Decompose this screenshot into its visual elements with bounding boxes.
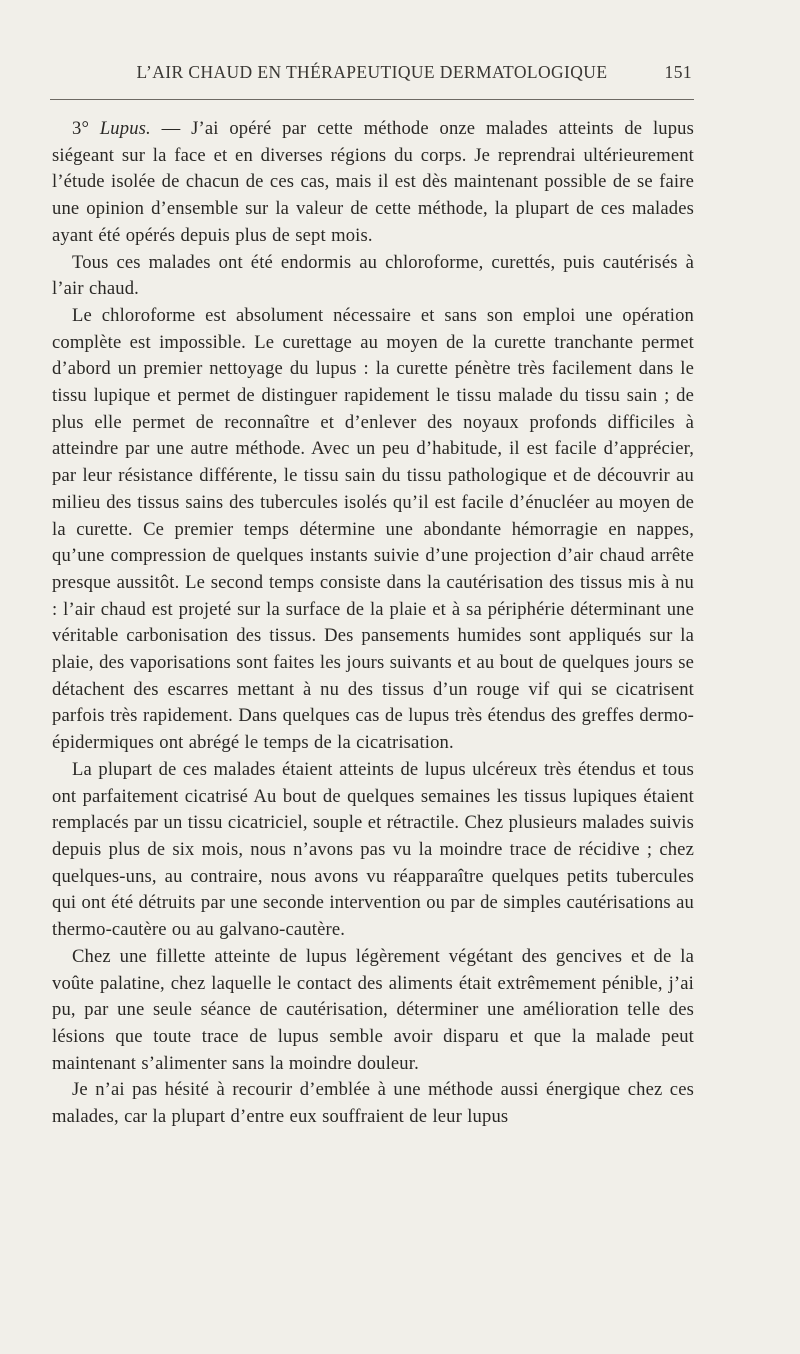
paragraph: Chez une fillette atteinte de lupus légèrement végétant des gencives et de la voûte palatine, chez laquelle le contact des aliments était extrêmement pénible, j’ai pu, par une seule séance de cautérisation, déterminer une amélioration telle des lésions que toute trace de lupus semble avoir disparu et que la malade peut maintenant s’alimenter sans la moindre douleur. (52, 945, 694, 1074)
header-rule (50, 99, 694, 100)
section-title: Lupus. (99, 118, 151, 139)
section-dash: — (161, 118, 181, 139)
page-number: 151 (664, 62, 692, 82)
paragraph-text: J’ai opéré par cette méthode onze malades atteints de lupus siégeant sur la face et en diverses régions du corps. Je reprendrai ultérieurement l’étude isolée de chacun de ces cas, mais il est dès maintenant possible de se faire une opinion d’ensemble sur la valeur de cette méthode, la plupart de ces malades ayant été opérés depuis plus de sept mois. (52, 118, 694, 246)
paragraph: Je n’ai pas hésité à recourir d’emblée à une méthode aussi énergique chez ces malades, car la plupart d’entre eux souffraient de leur lupus (52, 1079, 694, 1128)
running-title: L’AIR CHAUD EN THÉRAPEUTIQUE DERMATOLOGIQUE (136, 62, 608, 82)
paragraph-lupus-intro (52, 116, 694, 250)
section-number: 3° (72, 118, 90, 139)
body-text (52, 116, 694, 1131)
paragraph: La plupart de ces malades étaient atteints de lupus ulcéreux très étendus et tous ont parfaitement cicatrisé Au bout de quelques semaines les tissus lupiques étaient remplacés par un tissu cicatriciel, souple et rétractile. Chez plusieurs malades suivis depuis plus de six mois, nous n’avons pas vu la moindre trace de récidive ; chez quelques-uns, au contraire, nous avons vu réapparaître quelques petits tubercules qui ont été détruits par une seconde intervention ou par de simples cautérisations au thermo-cautère ou au galvano-cautère. (52, 758, 694, 941)
paragraph: Le chloroforme est absolument nécessaire et sans son emploi une opération complète est impossible. Le curettage au moyen de la curette tranchante permet d’abord un premier nettoyage du lupus : la curette pénètre très facilement dans le tissu lupique et permet de distinguer rapidement le tissu malade du tissu sain ; de plus elle permet de reconnaître et d’enlever des noyaux profonds difficiles à atteindre par une autre méthode. Avec un peu d’habitude, il est facile d’apprécier, par leur résistance différente, le tissu sain du tissu pathologique et de découvrir au milieu des tissus sains des tubercules isolés qu’il est facile d’énucléer au moyen de la curette. Ce premier temps détermine une abondante hémorragie en nappes, qu’une compression de quelques instants suivie d’une projection d’air chaud arrête presque aussitôt. Le second temps consiste dans la cautérisation des tissus mis à nu : l’air chaud est projeté sur la surface de la plaie et à sa périphérie déterminant une véritable carbonisation des tissus. Des pansements humides sont appliqués sur la plaie, des vaporisations sont faites les jours suivants et au bout de quelques jours se détachent des escarres mettant à nu des tissus d’un rouge vif qui se cicatrisent parfois très rapidement. Dans quelques cas de lupus très étendus des greffes dermo-épidermiques ont abrégé le temps de la cicatrisation. (52, 304, 694, 754)
paragraph: Tous ces malades ont été endormis au chloroforme, curettés, puis cautérisés à l’air chaud. (52, 251, 694, 300)
page-header (52, 62, 692, 88)
